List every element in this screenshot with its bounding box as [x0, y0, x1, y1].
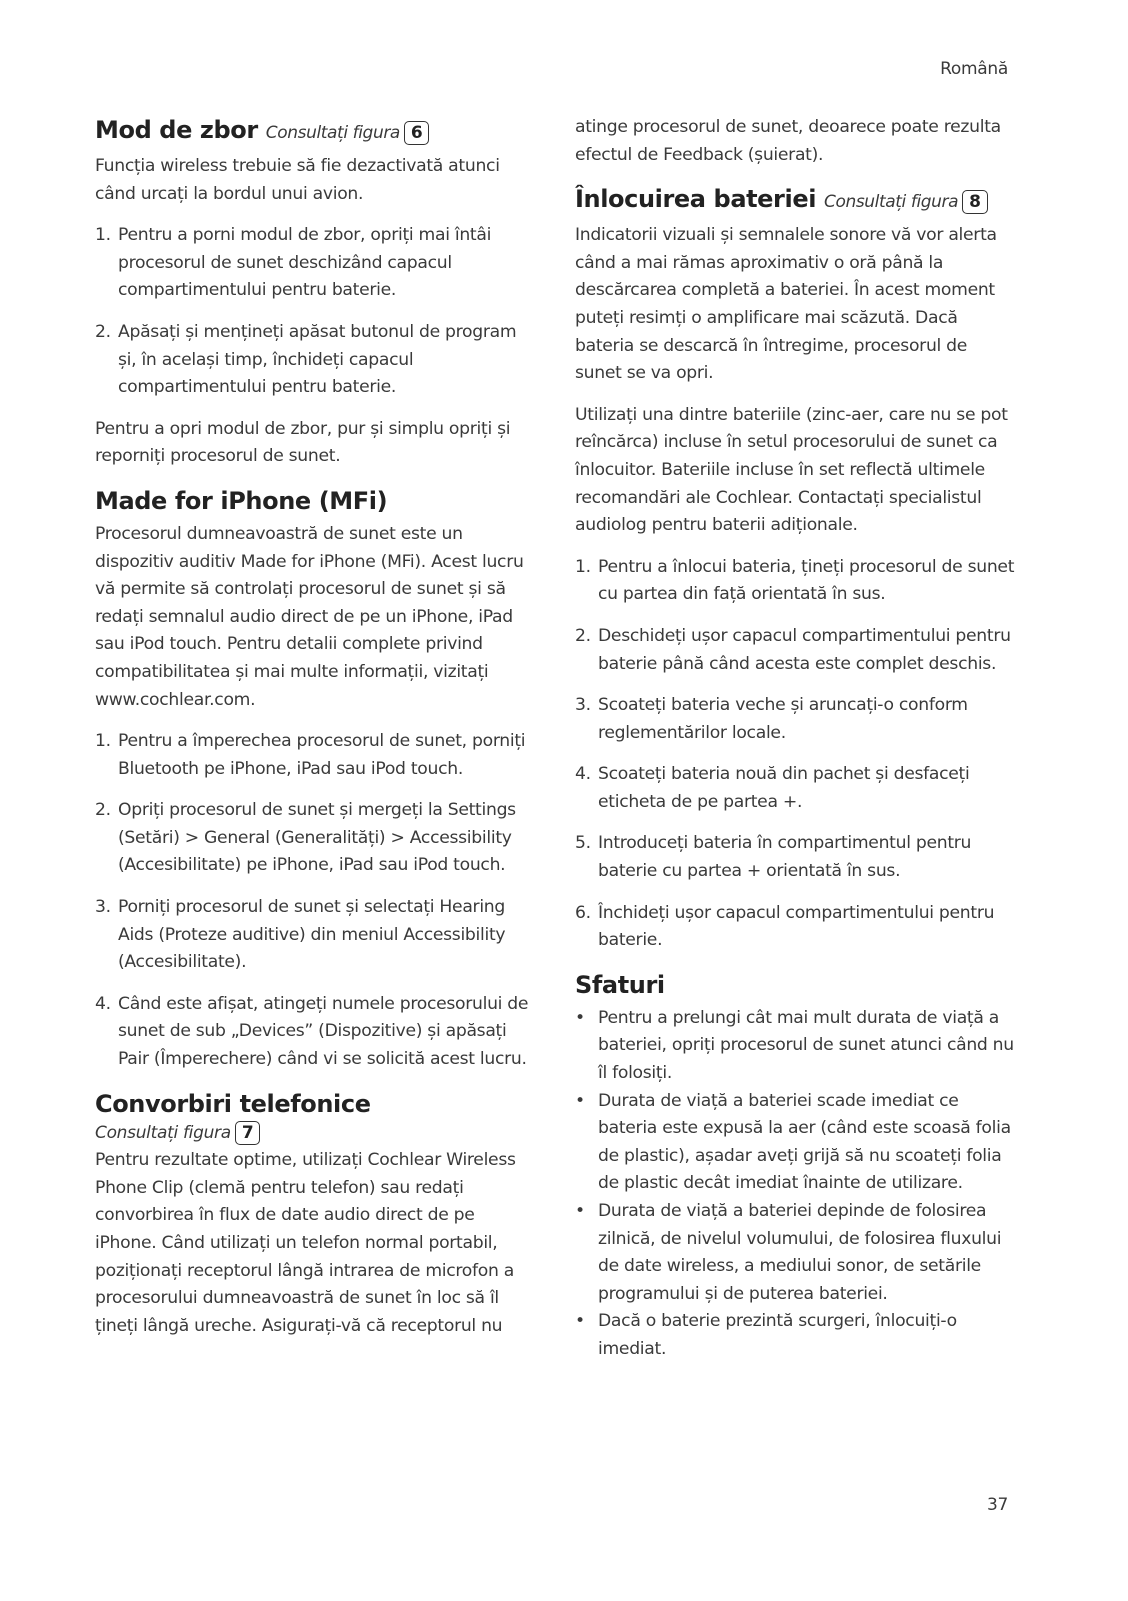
right-column — [575, 114, 1015, 1378]
section-phone-calls — [95, 1088, 535, 1341]
heading: Convorbiri telefonice — [95, 1089, 371, 1118]
list-item: • Durata de viață a bateriei scade imediat ce bateria este expusă la aer (când este scoasă folia de plastic), așadar aveți grijă să nu scoateți folia de plastic decât imediat înainte de utilizare. — [575, 1090, 1011, 1194]
list-item: 4. Când este afișat, atingeți numele procesorului de sunet de sub „Devices” (Dispozitive) și apăsați Pair (Împerechere) când vi se solicită acest lucru. — [95, 993, 529, 1070]
paragraph: Utilizați una dintre bateriile (zinc-aer, care nu se pot reîncărca) incluse în setul procesorului de sunet ca înlocuitor. Bateriile incluse în set reflectă ultimele recomandări ale Cochlear. Contactați specialistul audiolog pentru baterii adiționale. — [575, 404, 1008, 536]
list-item: 1. Pentru a împerechea procesorul de sunet, porniți Bluetooth pe iPhone, iPad sau iPod touch. — [95, 731, 526, 779]
paragraph: Funcția wireless trebuie să fie dezactivată atunci când urcați la bordul unui avion. — [95, 156, 500, 204]
figure-number-badge: 7 — [235, 1121, 261, 1145]
list-item: 2. Apăsați și mențineți apăsat butonul de program și, în același timp, închideți capacul compartimentului pentru baterie. — [95, 321, 517, 398]
list-item: 1. Pentru a înlocui bateria, țineți procesorul de sunet cu partea din față orientată în sus. — [575, 556, 1015, 605]
list-item: 3. Porniți procesorul de sunet și selectați Hearing Aids (Proteze auditive) din meniul Accessibility (Accesibilitate). — [95, 897, 506, 973]
left-column — [95, 114, 535, 1354]
list-item: • Pentru a prelungi cât mai mult durata de viață a bateriei, opriți procesorul de sunet atunci când nu îl folosiți. — [575, 1007, 1014, 1084]
list-item: 2. Deschideți ușor capacul compartimentului pentru baterie până când acesta este complet deschis. — [575, 625, 1011, 674]
figure-number-badge: 6 — [404, 121, 429, 145]
paragraph: Indicatorii vizuali și semnalele sonore vă vor alerta când a mai rămas aproximativ o oră până la descărcarea completă a bateriei. În acest moment puteți resimți o amplificare mai scăzută. Dacă bateria se descarcă în întregime, procesorul de sunet se va opri. — [575, 225, 997, 384]
section-battery — [575, 183, 1015, 955]
section-mfi — [95, 485, 535, 1074]
paragraph: Pentru a opri modul de zbor, pur și simplu opriți și reporniți procesorul de sunet. — [95, 418, 511, 467]
paragraph: Procesorul dumneavoastră de sunet este un dispozitiv auditiv Made for iPhone (MFi). Acest lucru vă permite să controlați procesorul de sunet și să redați semnalul audio direct de pe un iPhone, iPad sau iPod touch. Pentru detalii complete privind compatibilitatea și mai multe informații, vizitați www.cochlear.com. — [95, 523, 524, 710]
section-airplane-mode — [95, 114, 535, 471]
tips-list — [575, 1005, 1015, 1364]
heading-text: Mod de zbor — [95, 116, 258, 144]
figure-number-badge: 8 — [962, 190, 987, 214]
list-item: 6. Închideți ușor capacul compartimentului pentru baterie. — [575, 902, 995, 951]
list-item: 4. Scoateți bateria nouă din pachet și desfaceți eticheta de pe partea +. — [575, 764, 970, 812]
heading: Sfaturi — [575, 970, 665, 999]
paragraph: Pentru rezultate optime, utilizați Cochlear Wireless Phone Clip (clemă pentru telefon) sau redați convorbirea în flux de date audio direct de pe iPhone. Când utilizați un telefon normal portabil, poziționați receptorul lângă intrarea de microfon a procesorului dumneavoastră de sunet în loc să îl țineți lângă ureche. Asigurați-vă că receptorul nu — [95, 1150, 516, 1336]
paragraph: atinge procesorul de sunet, deoarece poate rezulta efectul de Feedback (șuierat). — [575, 117, 1001, 165]
steps-list — [95, 222, 535, 402]
list-item: • Dacă o baterie prezintă scurgeri, înlocuiți-o imediat. — [575, 1311, 957, 1359]
figure-ref: Consultați figura — [265, 123, 400, 143]
section-tips — [575, 969, 1015, 1364]
steps-list — [575, 554, 1015, 955]
page-number: 37 — [986, 1495, 1008, 1515]
list-item: 1. Pentru a porni modul de zbor, opriți mai întâi procesorul de sunet deschizând capacul compartimentului pentru baterie. — [95, 225, 492, 301]
steps-list — [95, 728, 535, 1074]
heading: Made for iPhone (MFi) — [95, 486, 388, 515]
list-item: 2. Opriți procesorul de sunet și mergeți la Settings (Setări) > General (Generalități) > Accessibility (Accesibilitate) pe iPhone, iPad sau iPod touch. — [95, 800, 516, 876]
heading: Înlocuirea bateriei Consultați figura 8 — [575, 183, 1015, 218]
heading — [95, 114, 535, 149]
list-item: 5. Introduceți bateria în compartimentul pentru baterie cu partea + orientată în sus. — [575, 833, 972, 882]
figure-ref: Consultați figura — [824, 192, 959, 213]
language-label: Română — [940, 59, 1008, 79]
list-item: 3. Scoateți bateria veche și aruncați-o conform reglementărilor locale. — [575, 695, 968, 743]
figure-ref-line: Consultați figura 7 — [95, 1120, 535, 1148]
list-item: • Durata de viață a bateriei depinde de folosirea zilnică, de nivelul volumului, de folosirea fluxului de date wireless, a mediului sonor, de setările programului și de puterea bateriei. — [575, 1201, 1002, 1304]
